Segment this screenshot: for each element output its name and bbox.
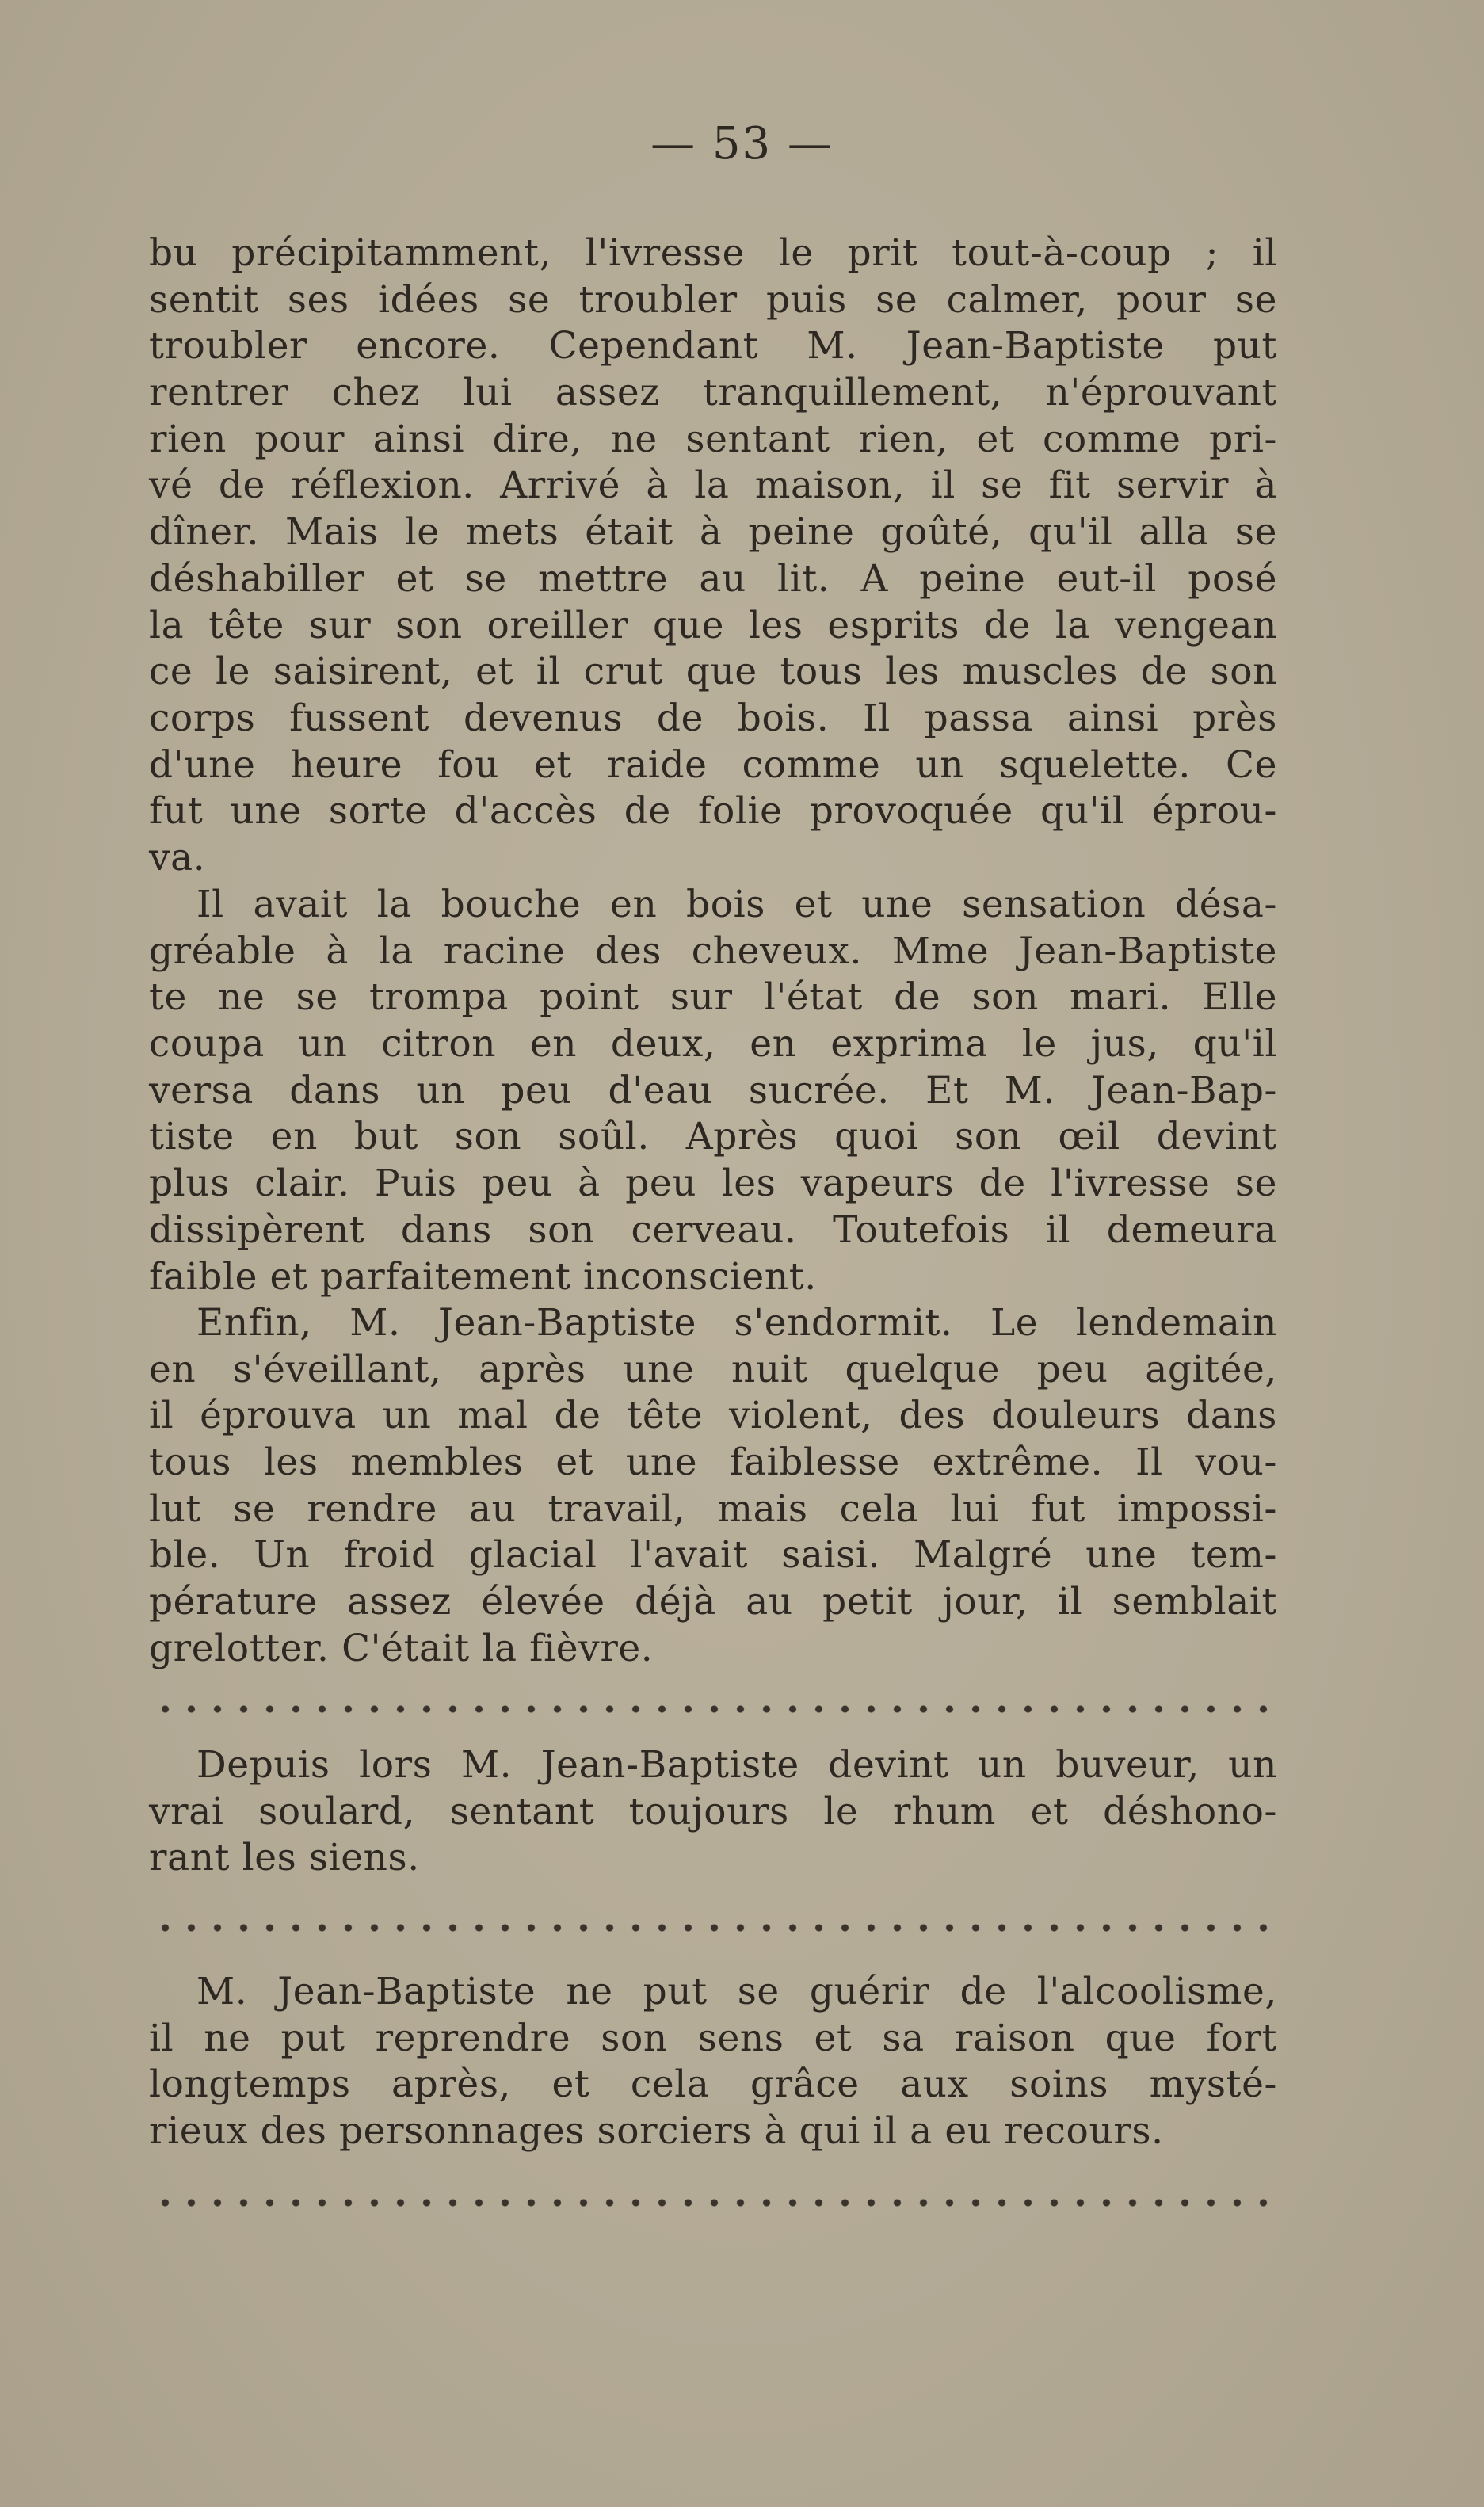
text-line: gréable à la racine des cheveux. Mme Jean-Baptiste (149, 929, 1277, 973)
text-line: vé de réflexion. Arrivé à la maison, il se fit servir à (149, 464, 1277, 508)
text-line: M. Jean-Baptiste ne put se guérir de l'alcoolisme, (196, 1970, 1277, 2013)
text-line: longtemps après, et cela grâce aux soins mysté- (149, 2062, 1277, 2107)
text-line: faible et parfaitement inconscient. (149, 1254, 817, 1299)
text-line: versa dans un peu d'eau sucrée. Et M. Jean-Bap- (149, 1068, 1277, 1112)
text-line: rieux des personnages sorciers à qui il a eu recours. (149, 2109, 1164, 2154)
text-line: ce le saisirent, et il crut que tous les muscles de son (149, 650, 1277, 694)
text-line: Il avait la bouche en bois et une sensation désa- (196, 883, 1277, 926)
text-line: va. (149, 835, 206, 880)
text-line: dissipèrent dans son cerveau. Toutefois il demeura (149, 1208, 1277, 1252)
paragraph-4 (149, 1742, 1277, 1882)
paragraph-5 (149, 1969, 1277, 2155)
text-line: tiste en but son soûl. Après quoi son œil devint (149, 1115, 1277, 1159)
text-line: coupa un citron en deux, en exprima le jus, qu'il (149, 1022, 1277, 1067)
text-line: fut une sorte d'accès de folie provoquée qu'il éprou- (149, 789, 1277, 834)
text-line: ble. Un froid glacial l'avait saisi. Malgré une tem- (149, 1533, 1277, 1578)
text-line: bu précipitamment, l'ivresse le prit tout-à-coup ; il (149, 231, 1277, 275)
text-line: grelotter. C'était la fièvre. (149, 1626, 654, 1670)
dotted-separator (152, 1920, 1277, 1936)
text-line: lut se rendre au travail, mais cela lui fut impossi- (149, 1486, 1277, 1531)
text-line: dîner. Mais le mets était à peine goûté, qu'il alla se (149, 510, 1277, 555)
dotted-separator (152, 2195, 1277, 2211)
text-line: la tête sur son oreiller que les esprits de la vengean (149, 603, 1277, 647)
text-line: vrai soulard, sentant toujours le rhum et déshono- (149, 1789, 1277, 1834)
text-line: d'une heure fou et raide comme un squelette. Ce (149, 742, 1277, 787)
text-line: corps fussent devenus de bois. Il passa ainsi près (149, 696, 1277, 740)
text-line: il ne put reprendre son sens et sa raison que fort (149, 2016, 1277, 2060)
text-line: déshabiller et se mettre au lit. A peine eut-il posé (149, 556, 1277, 601)
text-line: sentit ses idées se troubler puis se calmer, pour se (149, 277, 1277, 322)
text-line: te ne se trompa point sur l'état de son mari. Elle (149, 975, 1277, 1020)
text-line: rien pour ainsi dire, ne sentant rien, et comme pri- (149, 417, 1277, 461)
text-line: il éprouva un mal de tête violent, des douleurs dans (149, 1394, 1277, 1438)
text-line: Depuis lors M. Jean-Baptiste devint un buveur, un (196, 1743, 1277, 1787)
text-line: tous les membles et une faiblesse extrême. Il vou- (149, 1440, 1277, 1485)
dotted-separator (152, 1701, 1277, 1717)
text-line: troubler encore. Cependant M. Jean-Baptiste put (149, 324, 1277, 368)
paragraph-3 (149, 1300, 1277, 1673)
text-line: Enfin, M. Jean-Baptiste s'endormit. Le lendemain (196, 1301, 1277, 1345)
paragraph-2 (149, 882, 1277, 1300)
text-line: pérature assez élevée déjà au petit jour, il semblait (149, 1580, 1277, 1624)
text-line: en s'éveillant, après une nuit quelque peu agitée, (149, 1347, 1277, 1391)
text-line: rentrer chez lui assez tranquillement, n'éprouvant (149, 371, 1277, 415)
page-number: — 53 — (650, 118, 834, 170)
text-line: plus clair. Puis peu à peu les vapeurs de l'ivresse se (149, 1162, 1277, 1206)
paragraph-1 (149, 231, 1277, 882)
text-line: rant les siens. (149, 1836, 420, 1880)
